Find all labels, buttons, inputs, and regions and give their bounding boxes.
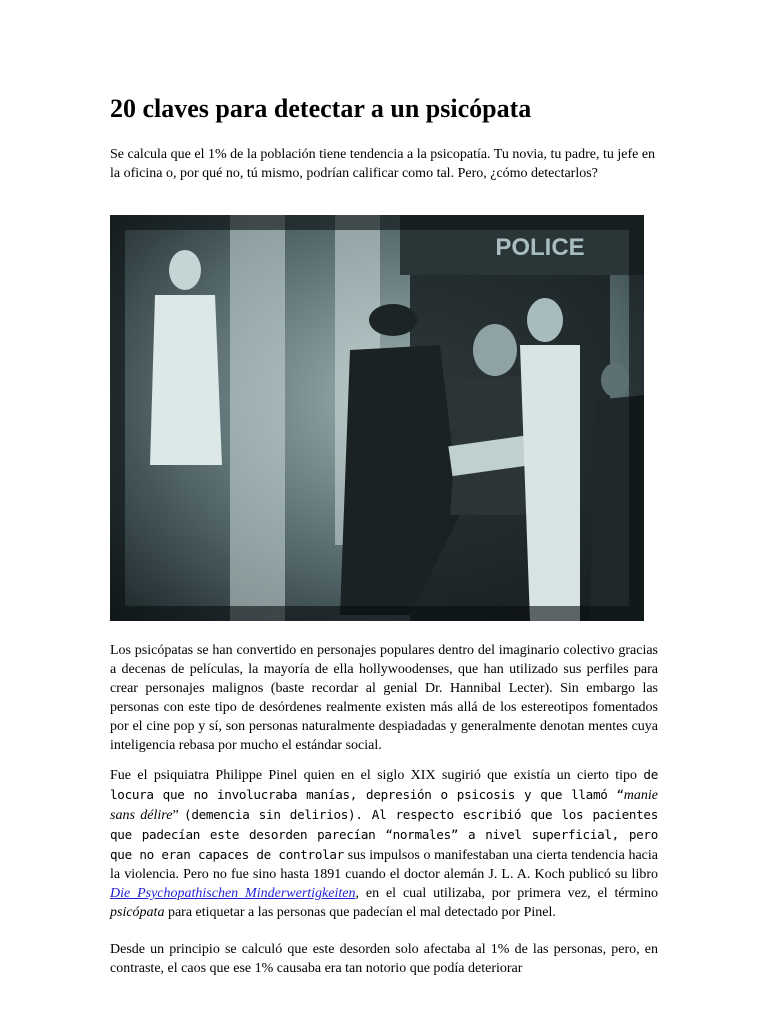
p2-italic-psicopata: psicópata [110, 905, 165, 920]
photo-illustration [110, 215, 644, 621]
p2-text-2: de locura que no involucraba manías, depresión o psicosis y que llamó “ [110, 767, 658, 802]
officer-cap [369, 304, 417, 336]
paragraph-3: Desde un principio se calculó que este desorden solo afectaba al 1% de las personas, pero, en contraste, el caos que ese 1% causaba era tan notorio que podía deteriorar [110, 942, 658, 976]
intro-paragraph: Se calcula que el 1% de la población tiene tendencia a la psicopatía. Tu novia, tu padre, tu jefe en la oficina o, por qué no, tú mismo, podrían calificar como tal. Pero, ¿cómo detectarlos? [110, 147, 656, 181]
figure-right-head [527, 298, 563, 342]
article-title: 20 claves para detectar a un psicópata [110, 94, 532, 123]
police-sign-text: POLICE [495, 234, 585, 261]
figure-right-coat [520, 345, 580, 621]
article-photo [110, 215, 644, 621]
figure-far-right-head [601, 363, 629, 397]
building-column-left [230, 215, 285, 621]
p2-text-3: ” [172, 808, 185, 823]
p2-text-7: para etiquetar a las personas que padecían el mal detectado por Pinel. [164, 905, 556, 920]
p2-text-6: , en el cual utilizaba, por primera vez, el término [355, 886, 659, 901]
p2-text-1: Fue el psiquiatra Philippe Pinel quien en el siglo XIX sugirió que existía un cierto tipo [110, 768, 644, 783]
man-head [473, 324, 517, 376]
paragraph-2 [110, 765, 658, 922]
paragraph-1: Los psicópatas se han convertido en personajes populares dentro del imaginario colectivo gracias a decenas de películas, la mayoría de ella hollywoodenses, que han utilizado sus perfiles para crear personajes malignos (baste recordar al genial Dr. Hannibal Lecter). Sin embargo las personas con este tipo de desórdenes realmente existen más allá de los estereotipos fomentados por el cine pop y sí, son personas naturalmente despiadadas y generalmente denotan mentes cuya inteligencia rebasa por mucho el estándar social. [110, 643, 658, 753]
p2-text-5: sus impulsos o manifestaban una cierta tendencia hacia la violencia. Pero no fue sino hasta 1891 cuando el doctor alemán J. L. A. Koch publicó su libro [110, 848, 658, 882]
p2-text-4: (demencia sin delirios). Al respecto escribió que los pacientes que padecían este desorden parecían “normales” a nivel superficial, pero que no eran capaces de controlar [110, 807, 658, 862]
figure-left-coat [150, 295, 222, 465]
figure-left-head [169, 250, 201, 290]
p2-italic-term: manie sans délire [110, 788, 658, 823]
book-link[interactable]: Die Psychopathischen Minderwertigkeiten [110, 886, 356, 901]
